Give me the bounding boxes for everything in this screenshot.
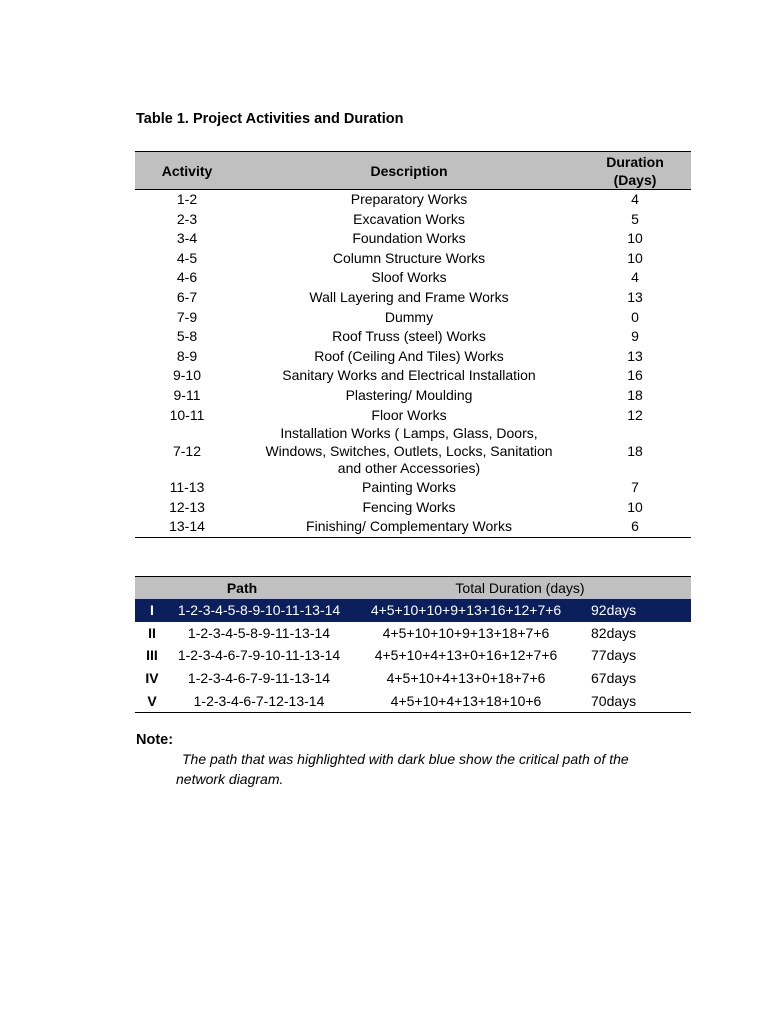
path-row <box>135 644 691 667</box>
table-row <box>135 229 691 249</box>
activity-cell: 10-11 <box>169 406 205 423</box>
description-cell: Sloof Works <box>371 269 447 286</box>
duration-sum: 4+5+10+4+13+18+10+6 <box>349 689 583 712</box>
total-days: 67days <box>591 670 637 687</box>
description-cell: Fencing Works <box>362 498 456 515</box>
table-row <box>135 498 691 518</box>
activity-cell: 7-9 <box>176 308 198 325</box>
duration-header <box>579 152 691 190</box>
path-sequence: 1-2-3-4-5-8-9-10-11-13-14 <box>169 599 349 622</box>
duration-cell: 18 <box>627 442 643 459</box>
description-cell: Column Structure Works <box>332 249 486 266</box>
duration-cell: 16 <box>627 367 643 384</box>
description-cell: Excavation Works <box>353 210 465 227</box>
path-sequence: 1-2-3-4-6-7-9-10-11-13-14 <box>177 647 341 664</box>
note-title: Note: <box>136 732 174 748</box>
description-cell: Painting Works <box>362 478 456 495</box>
table-row <box>135 347 691 367</box>
duration-cell: 10 <box>627 249 643 266</box>
table-row <box>135 190 691 210</box>
paths-table <box>135 576 691 713</box>
description-cell: Finishing/ Complementary Works <box>239 517 579 537</box>
total-days: 92days <box>583 599 691 622</box>
duration-sum: 4+5+10+4+13+0+18+7+6 <box>386 670 546 687</box>
description-cell: Roof Truss (steel) Works <box>332 328 486 345</box>
path-number: I <box>135 599 169 622</box>
duration-cell: 9 <box>631 328 639 345</box>
description-cell: Foundation Works <box>352 230 466 247</box>
total-days: 82days <box>591 624 637 641</box>
activities-table <box>135 151 691 538</box>
path-sequence: 1-2-3-4-6-7-9-11-13-14 <box>187 670 331 687</box>
description-line: and other Accessories) <box>337 460 481 477</box>
path-header: Path <box>135 577 349 600</box>
activity-cell: 6-7 <box>176 288 198 305</box>
duration-sum: 4+5+10+10+9+13+18+7+6 <box>382 624 550 641</box>
activity-header: Activity <box>135 152 239 190</box>
description-cell: Sanitary Works and Electrical Installation <box>282 367 536 384</box>
path-number: IV <box>145 670 159 687</box>
activity-cell: 11-13 <box>169 478 205 495</box>
table-row <box>135 478 691 498</box>
table-row <box>135 327 691 347</box>
path-sequence: 1-2-3-4-6-7-12-13-14 <box>169 689 349 712</box>
activity-cell: 12-13 <box>169 498 205 515</box>
activity-cell: 4-6 <box>176 269 198 286</box>
description-line: Installation Works ( Lamps, Glass, Doors, <box>280 425 538 442</box>
table-row <box>135 517 691 537</box>
activity-cell: 3-4 <box>176 230 198 247</box>
total-duration-header: Total Duration (days) <box>349 577 691 600</box>
duration-cell: 5 <box>631 210 639 227</box>
duration-cell: 7 <box>631 478 639 495</box>
table-row <box>135 386 691 406</box>
duration-cell: 0 <box>631 308 639 325</box>
table-row <box>135 425 691 478</box>
duration-header-line2: (Days) <box>613 171 657 188</box>
path-row <box>135 689 691 712</box>
duration-cell: 4 <box>631 269 639 286</box>
path-number: V <box>135 689 169 712</box>
table-row <box>135 308 691 328</box>
duration-header-line1: Duration <box>606 153 664 170</box>
table-row <box>135 406 691 426</box>
description-header: Description <box>239 152 579 190</box>
description-cell: Wall Layering and Frame Works <box>309 288 509 305</box>
activities-header-row <box>135 152 691 190</box>
description-cell: Plastering/ Moulding <box>345 386 473 403</box>
table1-caption: Table 1. Project Activities and Duration <box>136 111 404 127</box>
table-row <box>135 210 691 230</box>
description-line: Windows, Switches, Outlets, Locks, Sanitation <box>265 442 553 459</box>
description-cell: Roof (Ceiling And Tiles) Works <box>314 347 504 364</box>
activity-cell: 8-9 <box>176 347 198 364</box>
path-number: II <box>148 624 156 641</box>
total-days: 77days <box>591 647 637 664</box>
duration-cell: 4 <box>631 191 639 207</box>
duration-sum: 4+5+10+4+13+0+16+12+7+6 <box>374 647 558 664</box>
critical-path-row <box>135 599 691 622</box>
table-row <box>135 249 691 269</box>
duration-cell: 6 <box>579 517 691 537</box>
description-cell <box>239 425 579 478</box>
activity-cell: 9-11 <box>173 386 201 403</box>
duration-cell: 18 <box>627 386 643 403</box>
table-row <box>135 268 691 288</box>
duration-cell: 13 <box>627 288 643 305</box>
path-row <box>135 667 691 690</box>
table-row <box>135 288 691 308</box>
duration-cell: 10 <box>627 230 643 247</box>
path-row <box>135 622 691 645</box>
path-number: III <box>146 647 158 664</box>
duration-cell: 10 <box>627 498 643 515</box>
note-text: The path that was highlighted with dark blue show the critical path of the network diagram. <box>176 751 629 787</box>
activity-cell: 4-5 <box>176 249 198 266</box>
activity-cell: 9-10 <box>172 367 202 384</box>
activity-cell: 5-8 <box>176 328 198 345</box>
path-sequence: 1-2-3-4-5-8-9-11-13-14 <box>187 624 331 641</box>
activity-cell: 13-14 <box>135 517 239 537</box>
description-cell: Floor Works <box>371 406 447 423</box>
activity-cell: 7-12 <box>172 442 202 459</box>
description-cell: Preparatory Works <box>350 191 468 207</box>
paths-header-row <box>135 577 691 600</box>
duration-cell: 13 <box>627 347 643 364</box>
activity-cell: 1-2 <box>176 191 198 207</box>
activity-cell: 2-3 <box>176 210 198 227</box>
duration-cell: 12 <box>627 406 643 423</box>
total-days: 70days <box>583 689 691 712</box>
table-row <box>135 366 691 386</box>
duration-sum: 4+5+10+10+9+13+16+12+7+6 <box>349 599 583 622</box>
description-cell: Dummy <box>384 308 434 325</box>
